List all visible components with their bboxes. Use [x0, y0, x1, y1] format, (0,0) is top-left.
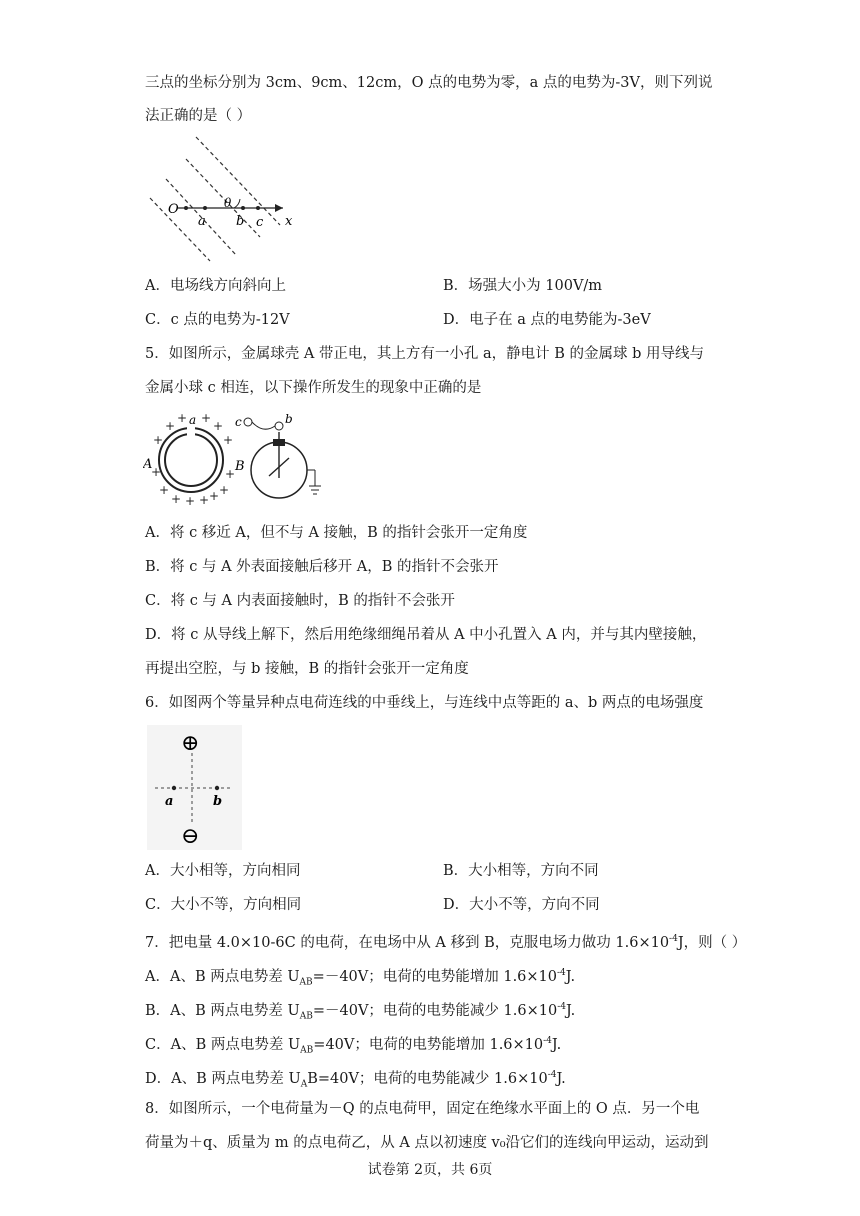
fig5-label-b: b	[285, 412, 293, 426]
q5-line1: 5．如图所示，金属球壳 A 带正电，其上方有一小孔 a，静电计 B 的金属球 b 用导线与	[145, 346, 705, 362]
q6-option-b: B．大小相等，方向不同	[443, 863, 599, 879]
q6-option-a: A．大小相等，方向相同	[145, 863, 301, 879]
q5-option-b: B．将 c 与 A 外表面接触后移开 A，B 的指针不会张开	[145, 559, 499, 575]
fig5-label-B: B	[235, 459, 245, 474]
plus-charge-icon: ⊕	[181, 731, 200, 756]
fig-label-O: O	[168, 202, 179, 217]
page-footer: 试卷第 2页，共 6页	[367, 1162, 493, 1178]
q4-field-figure	[148, 133, 298, 263]
q4-intro-line1: 三点的坐标分别为 3cm、9cm、12cm，O 点的电势为零，a 点的电势为-3V，则下列说	[145, 75, 713, 91]
q5-option-a: A．将 c 移近 A，但不与 A 接触，B 的指针会张开一定角度	[145, 525, 528, 541]
fig-label-x: x	[285, 214, 293, 229]
fig6-label-a: a	[165, 794, 174, 809]
q5-option-d-line1: D．将 c 从导线上解下，然后用绝缘细绳吊着从 A 中小孔置入 A 内，并与其内壁接触，	[145, 627, 707, 643]
svg-text:+: +	[171, 492, 182, 506]
q7-line1: 7．把电量 4.0×10-6C 的电荷，在电场中从 A 移到 B，克服电场力做功 $1.6\times 10^{-4}J$，则（ ）	[145, 934, 747, 951]
q5-option-d-line2: 再提出空腔，与 b 接触，B 的指针会张开一定角度	[145, 661, 469, 677]
svg-text:+: +	[213, 419, 224, 433]
svg-text:+: +	[153, 433, 164, 447]
q5-option-c: C．将 c 与 A 内表面接触时，B 的指针不会张开	[145, 593, 455, 609]
fig-label-a: a	[198, 214, 206, 229]
q7-option-c: C．A、B 两点电势差 $U_{AB}=40V$；电荷的电势能增加 $1.6\times 10^{-4}J$.	[145, 1036, 562, 1056]
q4-intro-line2: 法正确的是（ ）	[145, 108, 252, 124]
fig6-label-b: b	[213, 794, 223, 809]
q6-dipole-figure	[147, 725, 242, 850]
svg-text:+: +	[201, 411, 212, 425]
q7-option-d: D．A、B 两点电势差 $U_AB=40V$；电荷的电势能减少 $1.6\times 10^{-4}J$.	[145, 1070, 566, 1090]
q6-option-d: D．大小不等，方向不同	[443, 897, 600, 913]
svg-text:+: +	[199, 493, 210, 507]
fig-label-b: b	[236, 214, 245, 229]
q4-option-b: B．场强大小为 100V/m	[443, 278, 603, 294]
q6-option-c: C．大小不等，方向相同	[145, 897, 302, 913]
q8-line2: 荷量为＋q、质量为 m 的点电荷乙，从 A 点以初速度 v₀沿它们的连线向甲运动，运动到	[145, 1135, 709, 1151]
q4-option-a: A．电场线方向斜向上	[145, 278, 286, 294]
fig5-label-c: c	[235, 415, 242, 429]
q7-option-b: B．A、B 两点电势差 $U_{AB}=-40V$；电荷的电势能减少 $1.6\times 10^{-4}J$.	[145, 1002, 576, 1022]
svg-text:+: +	[159, 483, 170, 497]
q8-line1: 8．如图所示，一个电荷量为－Q 的点电荷甲，固定在绝缘水平面上的 O 点．另一个电	[145, 1101, 700, 1117]
svg-text:+: +	[151, 465, 162, 479]
fig5-label-a: a	[189, 413, 197, 427]
fig-label-theta: θ	[224, 196, 232, 210]
minus-charge-icon: ⊖	[181, 824, 200, 849]
q5-electroscope-figure	[143, 408, 323, 508]
q6-line1: 6．如图两个等量异种点电荷连线的中垂线上，与连线中点等距的 a、b 两点的电场强度	[145, 695, 704, 711]
q4-option-c: C．c 点的电势为-12V	[145, 312, 290, 328]
q5-line2: 金属小球 c 相连，以下操作所发生的现象中正确的是	[145, 380, 482, 396]
fig-label-c: c	[256, 215, 264, 230]
q4-option-d: D．电子在 a 点的电势能为-3eV	[443, 312, 651, 328]
q7-option-a: A．A、B 两点电势差 $U_{AB}=-40V$；电荷的电势能增加 $1.6\times 10^{-4}J$.	[145, 968, 576, 988]
fig5-label-A: A	[143, 457, 153, 472]
svg-text:+: +	[223, 433, 234, 447]
svg-text:+: +	[185, 494, 196, 508]
svg-text:+: +	[209, 489, 220, 503]
svg-text:+: +	[225, 467, 236, 481]
svg-text:+: +	[177, 411, 188, 425]
svg-text:+: +	[165, 419, 176, 433]
svg-text:+: +	[219, 483, 230, 497]
